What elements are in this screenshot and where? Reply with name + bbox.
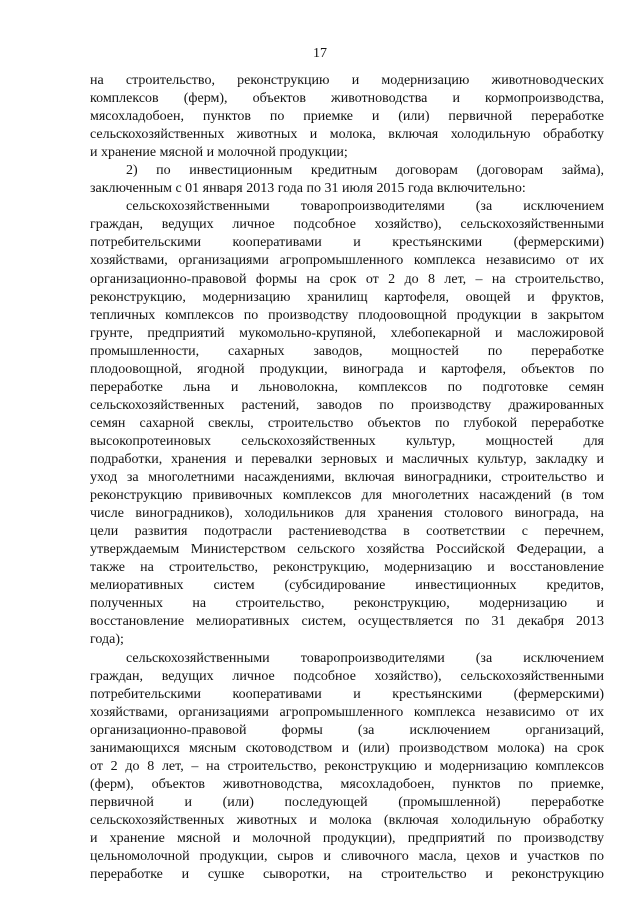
page-number: 17 xyxy=(313,46,327,61)
text-line: занимающихся мясным скотоводством и (или) производством молока) на срок xyxy=(90,740,604,756)
text-line: также на строительство, реконструкцию, модернизацию и восстановление xyxy=(90,560,604,576)
text-line: мелиоративных систем (субсидирование инвестиционных кредитов, xyxy=(90,578,604,594)
text-line: комплексов (ферм), объектов животноводства и кормопроизводства, xyxy=(90,91,604,107)
text-line: от 2 до 8 лет, – на строительство, реконструкцию и модернизацию комплексов xyxy=(90,758,604,774)
text-line: грунте, предприятий мукомольно-крупяной, хлебопекарной и масложировой xyxy=(90,325,604,341)
text-line: организационно-правовой формы на срок от 2 до 8 лет, – на строительство, xyxy=(90,271,604,287)
text-line: промышленности, сахарных заводов, мощностей по переработке xyxy=(90,343,604,359)
text-line: и хранение мясной и молочной продукции; xyxy=(90,145,348,161)
text-line: подработки, хранения и перевалки зерновых и масличных культур, закладку и xyxy=(90,451,604,467)
text-line: (ферм), объектов животноводства, мясохладобоен, пунктов по приемке, xyxy=(90,776,604,792)
text-line: на строительство, реконструкцию и модернизацию животноводческих xyxy=(90,73,604,88)
text-line: сельскохозяйственными товаропроизводителями (за исключением xyxy=(126,650,604,666)
text-line: граждан, ведущих личное подсобное хозяйство), сельскохозяйственными xyxy=(90,217,604,233)
text-line: цельномолочной продукции, сыров и сливочного масла, цехов и участков по xyxy=(90,849,604,865)
text-line: плодоовощной, ягодной продукции, винограда и картофеля, объектов по xyxy=(90,361,604,377)
text-line: хозяйствами, организациями агропромышленного комплекса независимо от их xyxy=(90,704,604,720)
text-line: мясохладобоен, пунктов по приемке и (или) первичной переработке xyxy=(90,109,604,125)
text-line: переработке льна и льноволокна, комплексов по подготовке семян xyxy=(90,379,604,395)
text-line: потребительскими кооперативами и крестьянскими (фермерскими) xyxy=(90,235,604,251)
text-line: организационно-правовой формы (за исключением организаций, xyxy=(90,722,604,738)
text-line: и хранение мясной и молочной продукции), предприятий по производству xyxy=(90,830,604,846)
text-line: года); xyxy=(90,632,124,648)
text-line: сельскохозяйственных животных и молока, включая холодильную обработку xyxy=(90,127,604,143)
text-line: заключенным с 01 января 2013 года по 31 июля 2015 года включительно: xyxy=(90,181,526,197)
text-line: переработке и сушке сыворотки, на строительство и реконструкцию xyxy=(90,867,604,883)
text-line: уход за многолетними насаждениями, включая виноградники, строительство и xyxy=(90,470,604,486)
text-line: хозяйствами, организациями агропромышленного комплекса независимо от их xyxy=(90,253,604,269)
text-line: числе виноградников), холодильников для хранения столового винограда, на xyxy=(90,506,604,522)
text-line: утверждаемым Министерством сельского хозяйства Российской Федерации, а xyxy=(90,542,604,558)
text-line: сельскохозяйственных животных и молока (включая холодильную обработку xyxy=(90,812,604,828)
text-line: 2) по инвестиционным кредитным договорам (договорам займа), xyxy=(126,163,604,179)
text-line: сельскохозяйственными товаропроизводителями (за исключением xyxy=(126,199,604,215)
text-line: восстановление мелиоративных систем, осуществляется по 31 декабря 2013 xyxy=(90,614,604,630)
text-line: сельскохозяйственных растений, заводов по производству дражированных xyxy=(90,397,604,413)
text-line: семян сахарной свеклы, строительство объектов по глубокой переработке xyxy=(90,415,604,431)
text-line: первичной и (или) последующей (промышленной) переработке xyxy=(90,794,604,810)
body-text xyxy=(90,72,604,884)
text-line: цели развития подотрасли растениеводства в соответствии с перечнем, xyxy=(90,524,604,540)
text-line: потребительскими кооперативами и крестьянскими (фермерскими) xyxy=(90,686,604,702)
text-line: реконструкцию, модернизацию хранилищ картофеля, овощей и фруктов, xyxy=(90,289,604,305)
text-line: тепличных комплексов по производству плодоовощной продукции в закрытом xyxy=(90,307,604,323)
text-line: граждан, ведущих личное подсобное хозяйство), сельскохозяйственными xyxy=(90,668,604,684)
text-line: высокопротеиновых сельскохозяйственных культур, мощностей для xyxy=(90,433,604,449)
text-line: полученных на строительство, реконструкцию, модернизацию и xyxy=(90,596,604,612)
text-line: реконструкцию прививочных комплексов для многолетних насаждений (в том xyxy=(90,488,604,504)
